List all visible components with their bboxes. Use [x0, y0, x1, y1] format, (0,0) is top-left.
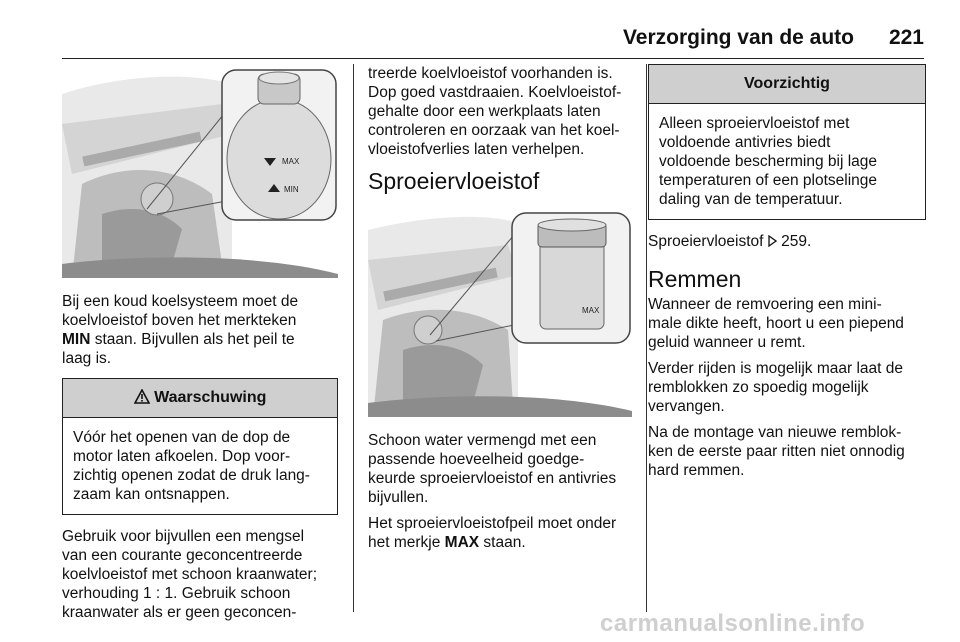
watermark: carmanualsonline.info: [600, 610, 866, 637]
washer-fill-text: Schoon water vermengd met een passende hoeveelheid goedge- keurde sproeiervloeistof en antivries bijvullen.: [368, 432, 617, 506]
column-2: [368, 64, 632, 559]
caution-text: Alleen sproeiervloeistof met voldoende antivries biedt voldoende bescherming bij lage temperaturen of een plotselinge daling van de temperatuur.: [659, 115, 878, 208]
max-mark-label: MAX: [282, 157, 300, 166]
washer-reservoir-figure: [368, 205, 632, 417]
coolant-reservoir-figure: [62, 64, 338, 278]
column-divider: [353, 64, 354, 612]
washer-fluid-reference[interactable]: Sproeiervloeistof 259.: [648, 233, 812, 250]
column-1: [62, 64, 338, 629]
section-heading-washer-fluid: Sproeiervloeistof: [368, 168, 540, 194]
min-label: MIN: [62, 331, 91, 348]
caution-title: Voorzichtig: [649, 65, 925, 104]
column-3: [648, 64, 926, 487]
warning-box: [62, 378, 338, 515]
warning-text: Vóór het openen van de dop de motor laten afkoelen. Dop voor- zichtig openen zodat de druk lang- zaam kan ontsnappen.: [73, 429, 310, 503]
warning-header: [63, 379, 337, 418]
coolant-engine-illustration: [62, 64, 338, 278]
caution-box: [648, 64, 926, 220]
min-mark-label: MIN: [284, 185, 299, 194]
max-mark-label: MAX: [582, 306, 600, 315]
warning-title: Waarschuwing: [154, 389, 267, 406]
section-heading-brakes: Remmen: [648, 266, 742, 292]
washer-level-text: Het sproeiervloeistofpeil moet onder het merkje MAX staan.: [368, 515, 617, 551]
warning-triangle-icon: [134, 389, 154, 406]
brakes-text-1: Wanneer de remvoering een mini- male dikte heeft, hoort u een piepend geluid wanneer u remt.: [648, 296, 904, 351]
page-number: 221: [888, 26, 924, 49]
column-divider: [646, 64, 647, 612]
brakes-text-3: Na de montage van nieuwe remblok- ken de eerste paar ritten niet onnodig hard remmen.: [648, 424, 905, 479]
brakes-text-2: Verder rijden is mogelijk maar laat de remblokken zo spoedig mogelijk vervangen.: [648, 360, 904, 415]
coolant-mix-text: Gebruik voor bijvullen een mengsel van een courante geconcentreerde koelvloeistof met schoon kraanwater; verhouding 1 : 1. Gebruik schoon kraanwater als er geen geconcen-: [62, 528, 318, 621]
page-title: Verzorging van de auto: [622, 26, 854, 49]
washer-engine-illustration: [368, 205, 632, 417]
coolant-continued-text: treerde koelvloeistof voorhanden is. Dop goed vastdraaien. Koelvloeistof- gehalte door een werkplaats laten controleren en oorzaak van het koel- vloeistofverlies laten verhelpen.: [368, 65, 622, 158]
max-label: MAX: [444, 534, 480, 551]
page-header: [62, 26, 924, 59]
coolant-intro: Bij een koud koelsysteem moet de koelvloeistof boven het merkteken MIN staan. Bijvullen als het peil te laag is.: [62, 293, 299, 367]
arrow-reference-icon: [768, 233, 781, 250]
